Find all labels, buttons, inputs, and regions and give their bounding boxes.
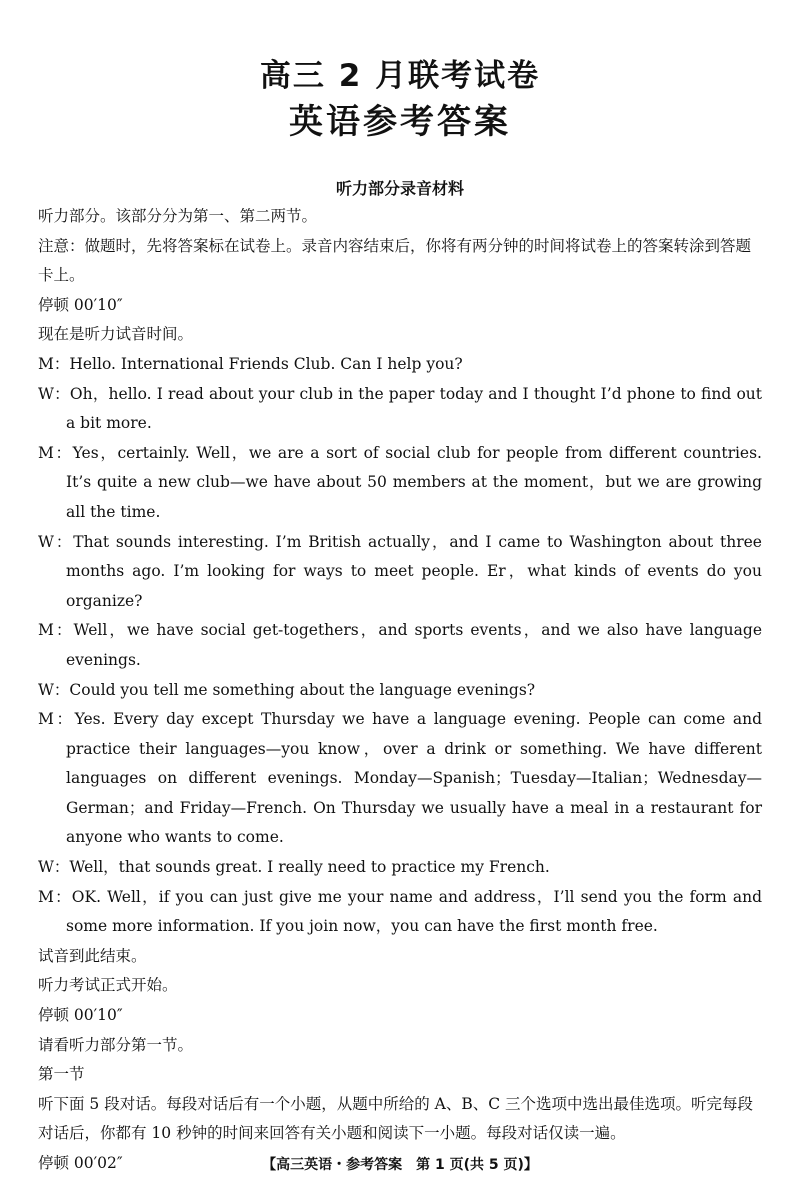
trial-end-line: 试音到此结束。 — [38, 946, 147, 965]
dialogue-line: M：Yes. Every day except Thursday we have a language evening. People can come and practice their languages—you know，over a drink or something. We have different languages on different evenings. Monday—Spanish；Tuesday—Italian；Wednesday—German；and Friday—French. On Thursday we usually have a meal in a restaurant for anyone who wants to come. — [38, 710, 762, 847]
exam-start-line: 听力考试正式开始。 — [38, 976, 178, 995]
instruction-paragraph: 注意：做题时，先将答案标在试卷上。录音内容结束后，你将有两分钟的时间将试卷上的答案转涂到答题卡上。 — [38, 236, 752, 285]
pause-marker: 停顿 00′10″ — [38, 295, 123, 314]
pause-marker: 停顿 00′02″ — [38, 1154, 123, 1172]
dialogue-line: W：Oh，hello. I read about your club in the paper today and I thought I’d phone to find out a bit more. — [38, 384, 762, 433]
intro-line: 听力部分。该部分分为第一、第二两节。 — [38, 207, 318, 225]
dialogue-line: M：Yes，certainly. Well，we are a sort of social club for people from different countries. It’s quite a new club—we have about 50 members at the moment，but we are growing all the time. — [38, 443, 762, 521]
section-one-instructions: 听下面 5 段对话。每段对话后有一个小题，从题中所给的 A、B、C 三个选项中选出最佳选项。听完每段对话后，你都有 10 秒钟的时间来回答有关小题和阅读下一小题。每段对话仅读一遍。 — [38, 1094, 754, 1143]
page-footer: 【高三英语・参考答案 第 1 页(共 5 页)】 — [262, 1157, 538, 1173]
section-heading: 听力部分录音材料 — [335, 179, 464, 198]
section-one-prompt: 请看听力部分第一节。 — [38, 1035, 194, 1054]
pause-marker: 停顿 00′10″ — [38, 1006, 123, 1025]
document-subtitle: 英语参考答案 — [289, 102, 511, 142]
dialogue-line: W：Well，that sounds great. I really need to practice my French. — [38, 858, 550, 877]
trial-notice: 现在是听力试音时间。 — [38, 325, 194, 344]
dialogue-line: W：Could you tell me something about the language evenings? — [38, 680, 536, 699]
dialogue-line: M：Hello. International Friends Club. Can I help you? — [38, 354, 463, 373]
dialogue-line: M：OK. Well，if you can just give me your name and address，I’ll send you the form and some more information. If you join now，you can have the first month free. — [38, 887, 762, 936]
section-one-label: 第一节 — [38, 1065, 85, 1084]
dialogue-line: W：That sounds interesting. I’m British actually，and I came to Washington about three months ago. I’m looking for ways to meet people. Er，what kinds of events do you organize? — [38, 532, 762, 610]
transcript-body — [38, 202, 762, 1179]
dialogue-line: M：Well，we have social get-togethers，and sports events，and we also have language evenings. — [38, 621, 762, 669]
exam-title: 高三 2 月联考试卷 — [259, 58, 541, 94]
